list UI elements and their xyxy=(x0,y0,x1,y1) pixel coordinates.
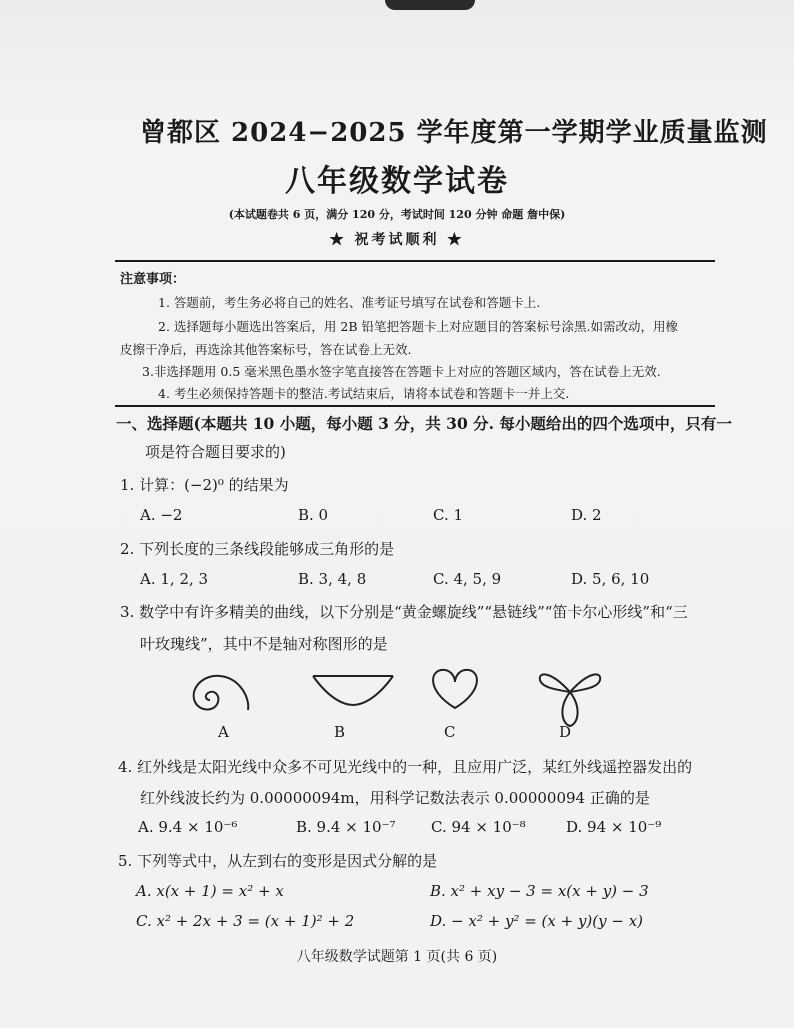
golden-spiral-icon xyxy=(194,676,249,710)
notice-line: 3.非选择题用 0.5 毫米黑色墨水签字笔直接答在答题卡上对应的答题区域内，答在试卷上无效. xyxy=(142,364,661,379)
figure-label-a: A xyxy=(218,723,229,741)
exam-title: 曾都区 2024−2025 学年度第一学期学业质量监测 xyxy=(140,118,768,148)
question-2-stem: 2. 下列长度的三条线段能够成三角形的是 xyxy=(120,540,395,558)
notice-heading: 注意事项： xyxy=(120,272,186,287)
option-c: C. 94 × 10⁻⁸ xyxy=(431,818,526,836)
option-d: D. 5, 6, 10 xyxy=(571,570,650,588)
notice-line: 4. 考生必须保持答题卡的整洁.考试结束后，请将本试卷和答题卡一并上交. xyxy=(158,386,570,401)
option-a: A. x(x + 1) = x² + x xyxy=(136,882,284,900)
option-b: B. 0 xyxy=(298,506,329,524)
curve-figures xyxy=(180,660,610,750)
exam-info: (本试题卷共 6 页，满分 120 分，考试时间 120 分钟 命题 詹中保) xyxy=(228,208,566,221)
question-1-stem: 1. 计算：(−2)⁰ 的结果为 xyxy=(120,476,289,494)
option-c: C. 1 xyxy=(433,506,464,524)
exam-subtitle: 八年级数学试卷 xyxy=(285,164,509,199)
section-heading: 一、选择题(本题共 10 小题，每小题 3 分，共 30 分. 每小题给出的四个选项中，只有一 xyxy=(116,414,732,433)
figure-label-d: D xyxy=(559,723,572,741)
option-c: C. 4, 5, 9 xyxy=(433,570,502,588)
option-a: A. 9.4 × 10⁻⁶ xyxy=(138,818,238,836)
scan-binding-shadow xyxy=(385,0,475,10)
catenary-icon xyxy=(313,676,393,705)
option-b: B. 9.4 × 10⁻⁷ xyxy=(296,818,396,836)
question-3-stem-cont: 叶玫瑰线”，其中不是轴对称图形的是 xyxy=(140,635,388,653)
question-5-stem: 5. 下列等式中，从左到右的变形是因式分解的是 xyxy=(118,852,438,870)
option-d: D. 2 xyxy=(571,506,602,524)
option-b: B. 3, 4, 8 xyxy=(298,570,367,588)
figure-label-b: B xyxy=(334,723,346,741)
exam-blessing: ★ 祝考试顺利 ★ xyxy=(329,232,465,248)
figure-label-c: C xyxy=(444,723,456,741)
notice-line: 皮擦干净后，再选涂其他答案标号，答在试卷上无效. xyxy=(120,342,412,357)
notice-divider xyxy=(115,405,715,407)
option-b: B. x² + xy − 3 = x(x + y) − 3 xyxy=(430,882,649,900)
question-4-stem: 4. 红外线是太阳光线中众多不可见光线中的一种，且应用广泛，某红外线遥控器发出的 xyxy=(118,758,693,776)
top-divider xyxy=(115,260,715,262)
question-3-stem: 3. 数学中有许多精美的曲线，以下分别是“黄金螺旋线”“悬链线”“笛卡尔心形线”和“三 xyxy=(120,603,688,621)
three-leaf-rose-icon xyxy=(540,674,600,726)
cardioid-heart-icon xyxy=(433,670,477,708)
notice-line: 1. 答题前，考生务必将自己的姓名、准考证号填写在试卷和答题卡上. xyxy=(158,295,541,310)
option-a: A. 1, 2, 3 xyxy=(140,570,209,588)
option-d: D. − x² + y² = (x + y)(y − x) xyxy=(430,912,644,930)
section-heading-cont: 项是符合题目要求的) xyxy=(145,443,286,461)
option-d: D. 94 × 10⁻⁹ xyxy=(566,818,662,836)
question-4-stem-cont: 红外线波长约为 0.00000094m，用科学记数法表示 0.00000094 正确的是 xyxy=(140,789,650,807)
option-c: C. x² + 2x + 3 = (x + 1)² + 2 xyxy=(136,912,355,930)
page-footer: 八年级数学试题第 1 页(共 6 页) xyxy=(296,949,498,965)
option-a: A. −2 xyxy=(140,506,183,524)
notice-line: 2. 选择题每小题选出答案后，用 2B 铅笔把答题卡上对应题目的答案标号涂黑.如需改动，用橡 xyxy=(158,319,678,334)
